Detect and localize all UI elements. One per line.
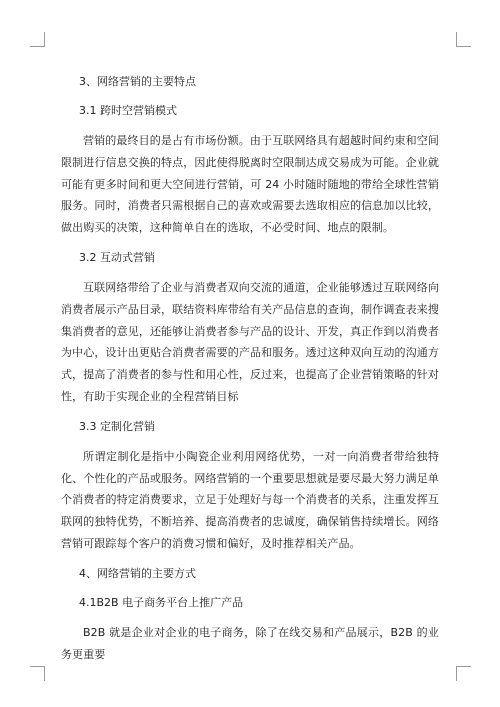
subsection-heading: 3.2 互动式营销	[79, 250, 155, 264]
subsection-heading: 3.1 跨时空营销模式	[79, 104, 177, 117]
subsection-heading: 3.3 定制化营销	[79, 419, 155, 433]
crop-mark-bottom-left	[30, 666, 45, 681]
crop-mark-top-right	[456, 32, 471, 47]
body-paragraph: B2B 就是企业对企业的电子商务，除了在线交易和产品展示，B2B 的业务更重要	[61, 625, 439, 661]
document-body	[61, 72, 439, 674]
section-heading: 4、网络营销的主要方式	[79, 566, 196, 580]
crop-mark-top-left	[30, 32, 45, 47]
crop-mark-bottom-right	[456, 666, 471, 681]
body-paragraph: 营销的最终目的是占有市场份额。由于互联网络具有超越时间约束和空间限制进行信息交换的特点，因此使得脱离时空限制达成交易成为可能。企业就可能有更多时间和更大空间进行营销，可 24 小时随时随地的带给全球性营销服务。同时，消费者只需根据自己的喜欢或需要去选取相应的信息加以比较，做出购买的决策，这种简单自在的选取，不必受时间、地点的限制。	[61, 134, 439, 235]
subsection-heading: 4.1B2B 电子商务平台上推广产品	[79, 595, 244, 609]
body-paragraph: 互联网络带给了企业与消费者双向交流的通道，企业能够透过互联网络向消费者展示产品目录，联结资料库带给有关产品信息的查询，制作调查表来搜集消费者的意见，还能够让消费者参与产品的设计、开发，真正作到以消费者为中心，设计出更贴合消费者需要的产品和服务。透过这种双向互动的沟通方式，提高了消费者的参与性和用心性，反过来，也提高了企业营销策略的针对性，有助于实现企业的全程营销目标	[61, 280, 439, 403]
section-heading: 3、网络营销的主要特点	[79, 75, 196, 88]
body-paragraph: 所谓定制化是指中小陶瓷企业利用网络优势，一对一向消费者带给独特化、个性化的产品或服务。网络营销的一个重要思想就是要尽最大努力满足单个消费者的特定消费要求，立足于处理好与每一个消费者的关系，注重发挥互联网的独特优势，不断培养、提高消费者的忠诚度，确保销售持续增长。网络营销可跟踪每个客户的消费习惯和偏好，及时推荐相关产品。	[61, 449, 439, 550]
